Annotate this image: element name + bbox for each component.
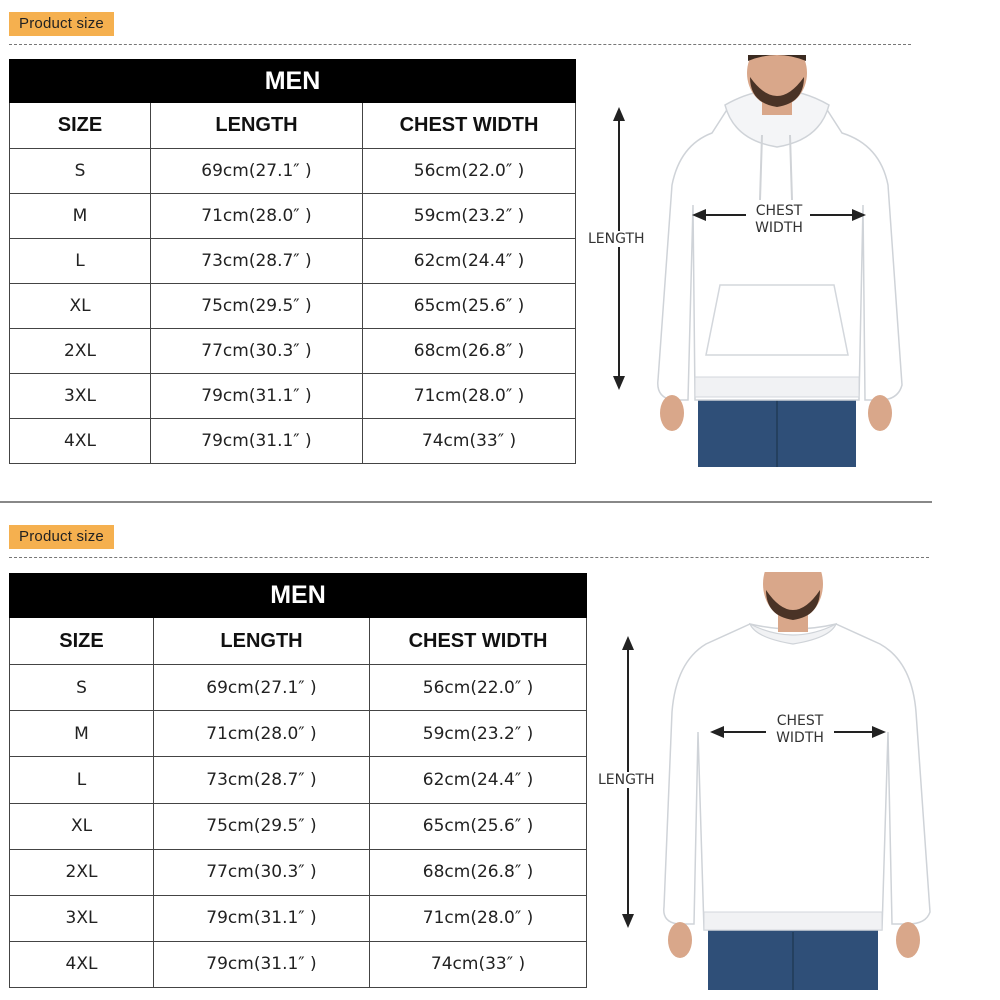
hoodie-figure [580,55,920,467]
table-row [10,665,587,711]
size-table [9,59,576,464]
sweatshirt-figure [590,572,935,990]
length-cell: 69cm(27.1″ ) [151,149,363,194]
chest-cell: 68cm(26.8″ ) [370,849,587,895]
length-cell: 79cm(31.1″ ) [151,419,363,464]
table-row [10,711,587,757]
chest-cell: 74cm(33″ ) [363,419,576,464]
chest-cell: 71cm(28.0″ ) [370,895,587,941]
chest-cell: 56cm(22.0″ ) [363,149,576,194]
length-cell: 77cm(30.3″ ) [151,329,363,374]
section-divider [0,501,932,503]
chest-label-line2: WIDTH [776,730,824,746]
header-length: LENGTH [151,103,363,149]
chest-cell: 56cm(22.0″ ) [370,665,587,711]
size-cell: M [10,711,154,757]
length-cell: 73cm(28.7″ ) [154,757,370,803]
product-size-tag: Product size [9,525,114,549]
chest-label-line2: WIDTH [755,220,803,236]
table-row [10,895,587,941]
table-row [10,284,576,329]
table-row [10,149,576,194]
size-cell: 2XL [10,329,151,374]
size-cell: S [10,665,154,711]
size-chart-sweatshirt [0,510,1000,1000]
table-row [10,374,576,419]
table-row [10,803,587,849]
size-cell: L [10,757,154,803]
size-cell: XL [10,803,154,849]
chest-cell: 59cm(23.2″ ) [370,711,587,757]
table-row [10,194,576,239]
chest-cell: 65cm(25.6″ ) [363,284,576,329]
length-cell: 75cm(29.5″ ) [154,803,370,849]
size-cell: 3XL [10,374,151,419]
chest-cell: 62cm(24.4″ ) [370,757,587,803]
chest-cell: 62cm(24.4″ ) [363,239,576,284]
dashed-divider [9,44,911,45]
dashed-divider [9,557,929,558]
chest-width-label [760,713,840,747]
size-cell: 4XL [10,419,151,464]
chest-cell: 68cm(26.8″ ) [363,329,576,374]
size-cell: 4XL [10,941,154,987]
size-cell: M [10,194,151,239]
size-cell: 2XL [10,849,154,895]
length-cell: 69cm(27.1″ ) [154,665,370,711]
chest-width-label [739,203,819,237]
table-row [10,419,576,464]
chest-label-line1: CHEST [755,203,803,219]
length-label: LENGTH [598,772,655,788]
chest-cell: 59cm(23.2″ ) [363,194,576,239]
header-length: LENGTH [154,618,370,665]
header-chest-width: CHEST WIDTH [370,618,587,665]
chest-cell: 71cm(28.0″ ) [363,374,576,419]
table-row [10,329,576,374]
size-cell: L [10,239,151,284]
table-title: MEN [10,60,576,103]
table-row [10,757,587,803]
length-cell: 77cm(30.3″ ) [154,849,370,895]
table-title: MEN [10,574,587,618]
size-cell: S [10,149,151,194]
length-cell: 71cm(28.0″ ) [151,194,363,239]
length-label: LENGTH [588,231,645,247]
chest-cell: 74cm(33″ ) [370,941,587,987]
length-cell: 79cm(31.1″ ) [151,374,363,419]
length-cell: 71cm(28.0″ ) [154,711,370,757]
chest-label-line1: CHEST [776,713,824,729]
product-size-tag: Product size [9,12,114,36]
chest-cell: 65cm(25.6″ ) [370,803,587,849]
table-row [10,941,587,987]
length-cell: 79cm(31.1″ ) [154,941,370,987]
table-row [10,849,587,895]
header-size: SIZE [10,103,151,149]
hoodie-model-image [580,55,920,467]
table-row [10,239,576,284]
length-cell: 79cm(31.1″ ) [154,895,370,941]
size-cell: XL [10,284,151,329]
header-size: SIZE [10,618,154,665]
header-chest-width: CHEST WIDTH [363,103,576,149]
size-table [9,573,587,988]
length-cell: 73cm(28.7″ ) [151,239,363,284]
size-cell: 3XL [10,895,154,941]
length-cell: 75cm(29.5″ ) [151,284,363,329]
